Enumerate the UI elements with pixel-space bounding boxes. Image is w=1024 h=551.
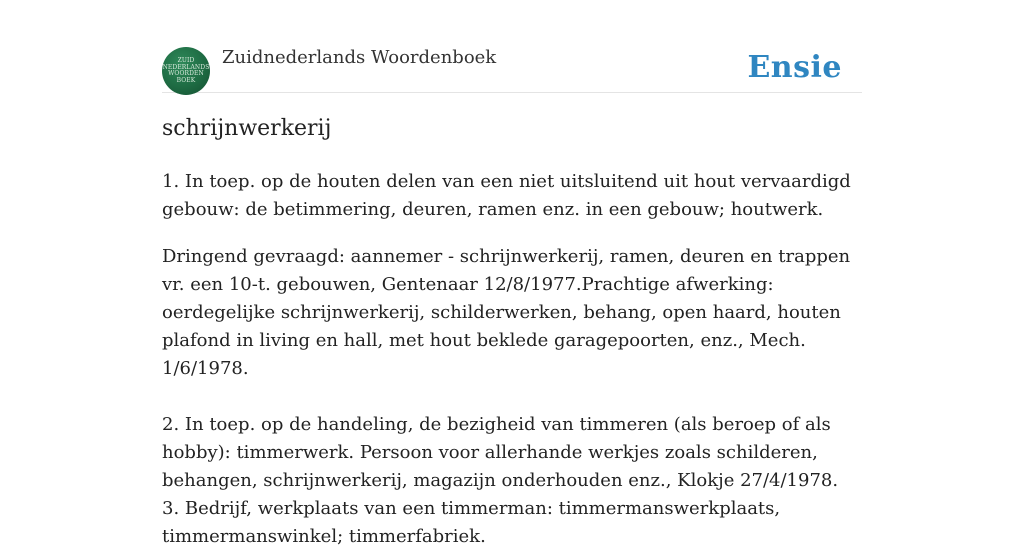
dictionary-name[interactable]: Zuidnederlands Woordenboek xyxy=(222,47,497,68)
entry-term: schrijnwerkerij xyxy=(162,116,332,141)
site-logo[interactable] xyxy=(162,47,210,95)
spacer xyxy=(162,224,862,243)
definition-1: 1. In toep. op de houten delen van een niet uitsluitend uit hout vervaardigd gebouw: de betimmering, deuren, ramen enz. in een gebouw; houtwerk. xyxy=(162,171,851,220)
logo-line-4: BOEK xyxy=(176,76,196,84)
definition-2: 2. In toep. op de handeling, de bezigheid van timmeren (als beroep of als hobby): timmerwerk. Persoon voor allerhande werkjes zoals schilderen, behangen, schrijnwerkerij, magazijn onderhouden enz., Klokje 27/4/1978. xyxy=(162,414,839,491)
entry-content xyxy=(162,168,862,551)
logo-line-1: ZUID xyxy=(177,57,195,64)
logo-line-2: NEDERLANDS xyxy=(162,63,210,71)
spacer xyxy=(162,383,862,411)
brand-logo[interactable]: Ensie xyxy=(747,50,842,85)
logo-line-3: WOORDEN xyxy=(168,70,204,77)
site-header xyxy=(162,44,862,93)
example-1: Dringend gevraagd: aannemer - schrijnwerkerij, ramen, deuren en trappen vr. een 10-t. gebouwen, Gentenaar 12/8/1977.Prachtige afwerking: oerdegelijke schrijnwerkerij, schilderwerken, behang, open haard, houten plafond in living en hall, met hout beklede garagepoorten, enz., Mech. 1/6/1978. xyxy=(162,246,851,379)
definition-3: 3. Bedrijf, werkplaats van een timmerman: timmermanswerkplaats, timmermanswinkel; timmerfabriek. xyxy=(162,498,781,547)
